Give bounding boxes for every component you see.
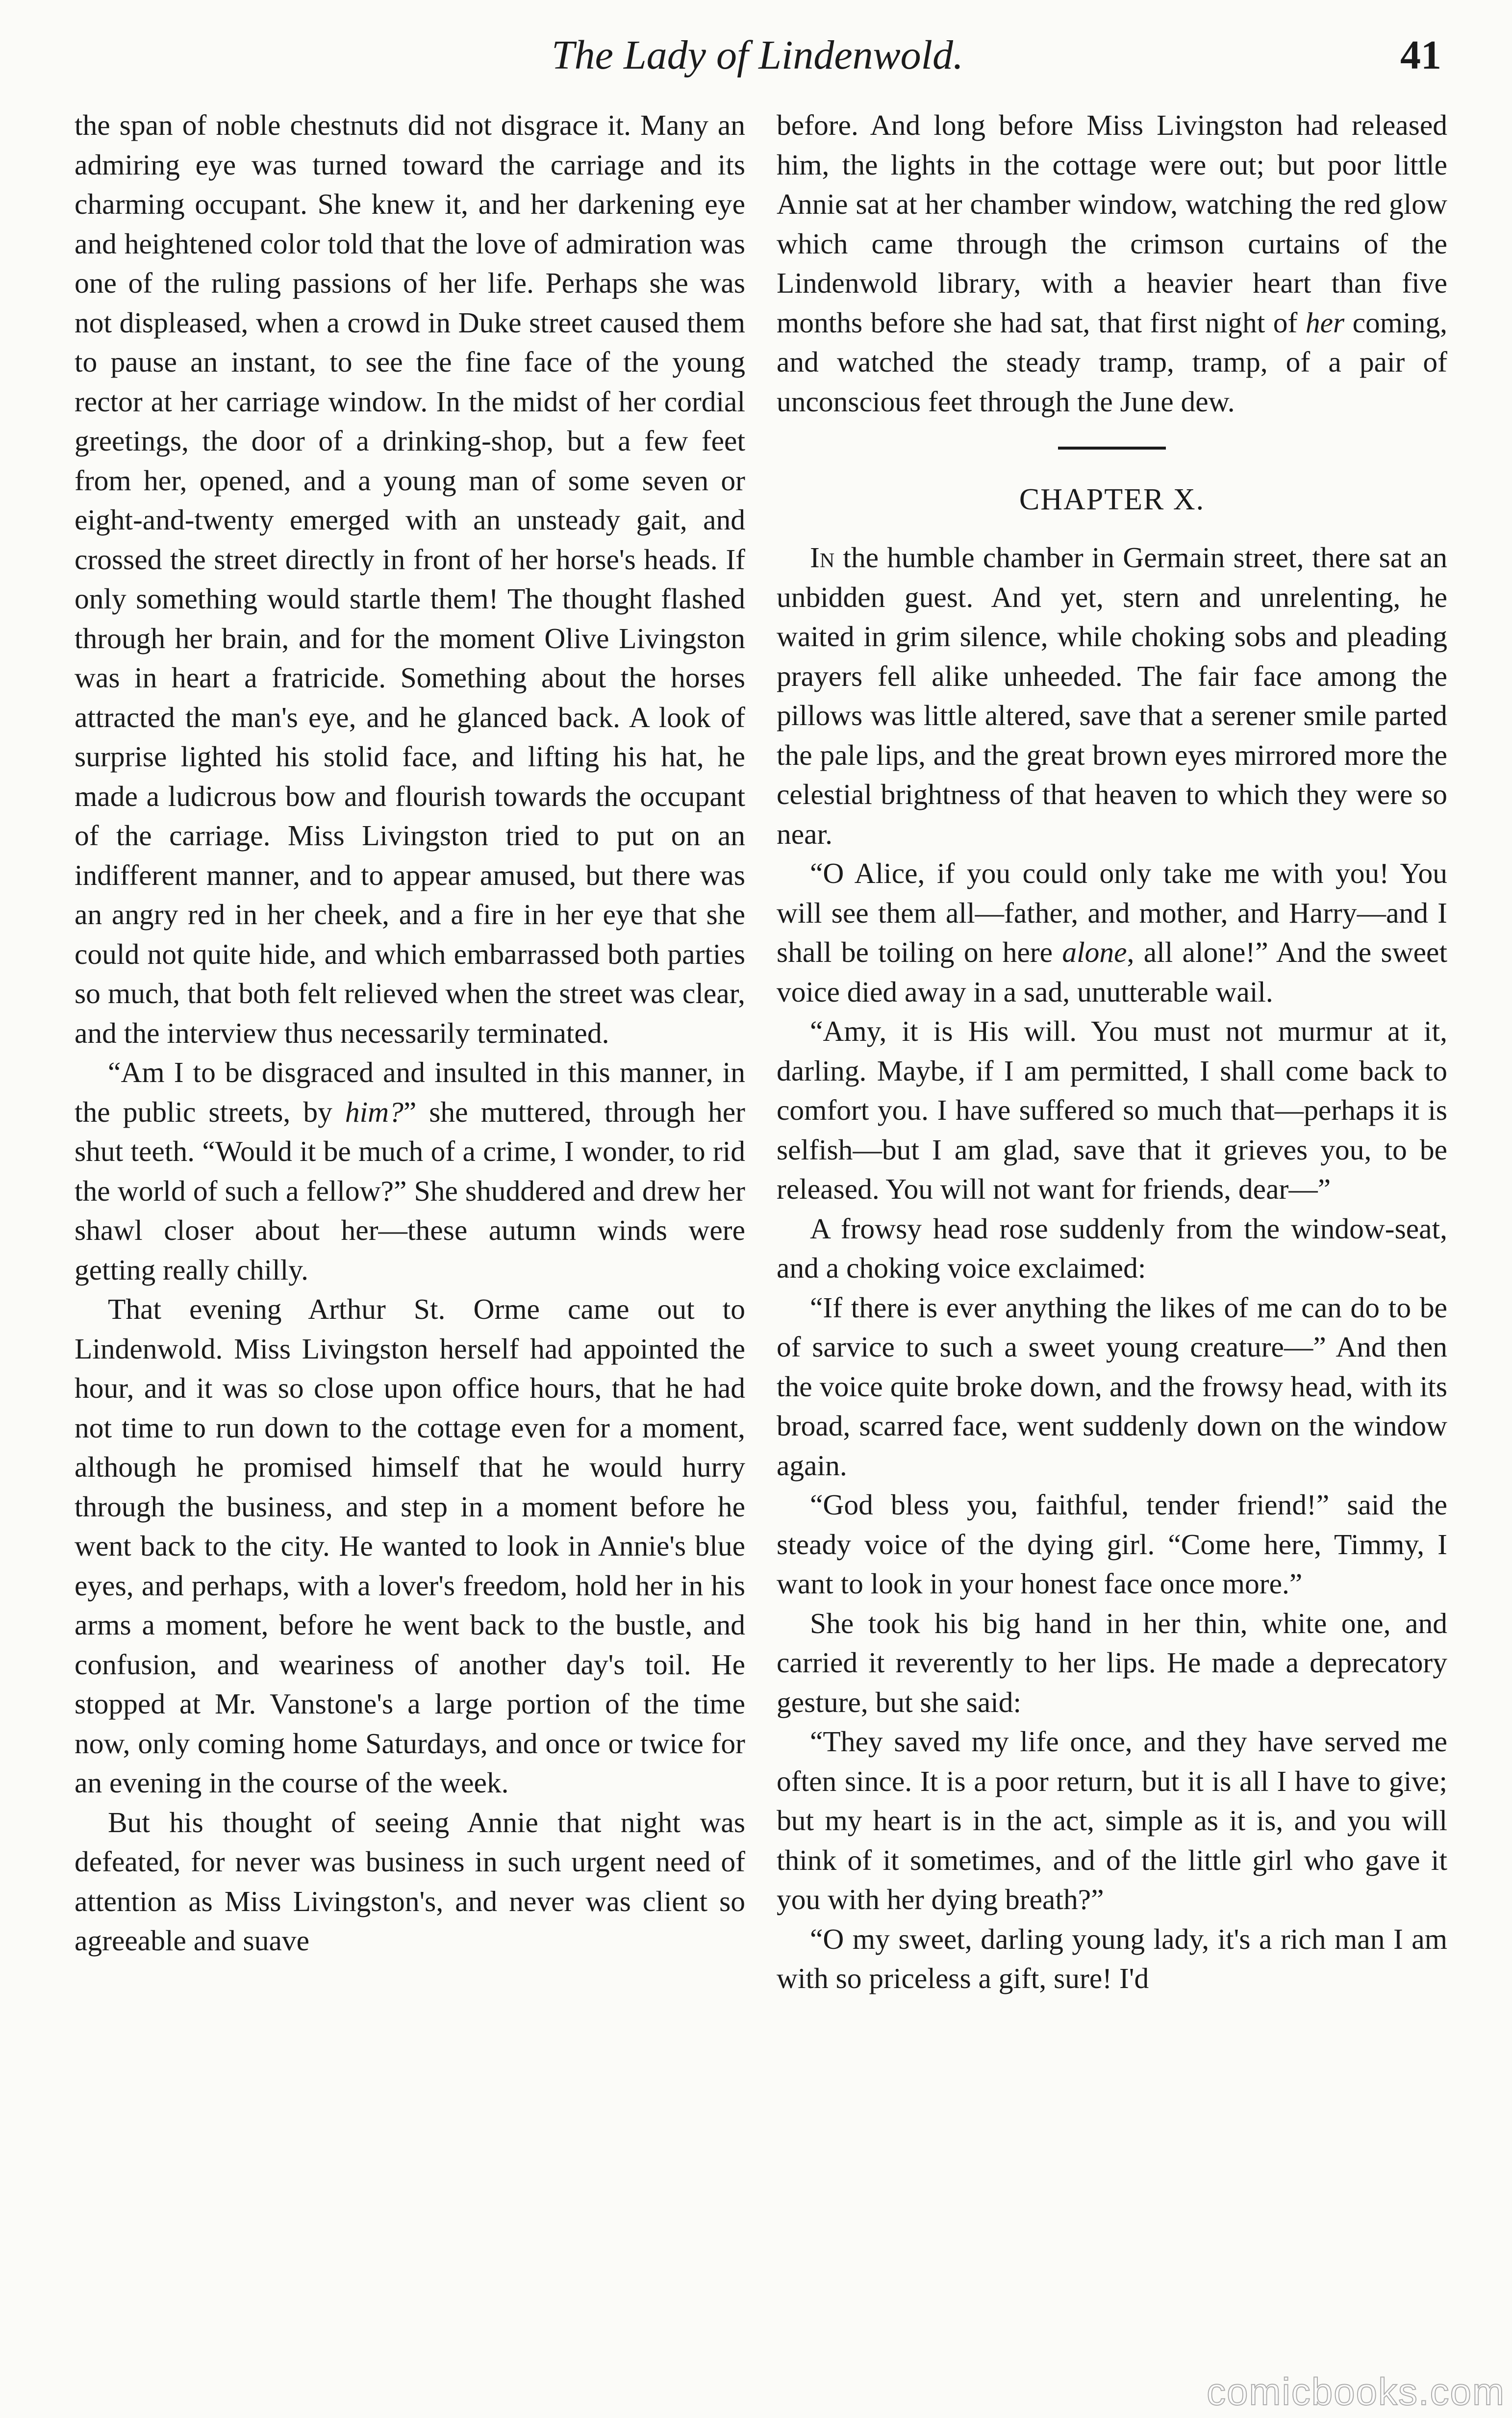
left-paragraph-3: That evening Arthur St. Orme came out to Lindenwold. Miss Livingston herself had appointed the hour, and it was so close upon office hours, that he had not time to run down to the cottage even for a moment, although he promised himself that he would hurry through the business, and step in a moment before he went back to the city. He wanted to look in Annie's blue eyes, and perhaps, with a lover's freedom, hold her in his arms a moment, before he went back to the bustle, and confusion, and weariness of another day's toil. He stopped at Mr. Vanstone's a large portion of the time now, only coming home Saturdays, and once or twice for an evening in the course of the week.: [75, 1293, 745, 1799]
right-paragraph-1-part-b: coming, and watched the steady tramp, tramp, of a pair of unconscious feet through the June dew.: [777, 306, 1447, 418]
right-column: [777, 105, 1447, 1998]
right-paragraph-1-emphasis: her: [1305, 306, 1345, 339]
left-paragraph-2: [75, 1053, 745, 1289]
right-paragraph-5: A frowsy head rose suddenly from the window-seat, and a choking voice exclaimed:: [777, 1212, 1447, 1284]
right-paragraph-2-rest: the humble chamber in Germain street, there sat an unbidden guest. And yet, stern and unrelenting, he waited in grim silence, while choking sobs and pleading prayers fell alike unheeded. The fair face among the pillows was little altered, save that a serener smile parted the pale lips, and the great brown eyes mirrored more the celestial brightness of that heaven to which they were so near.: [777, 541, 1447, 850]
chapter-heading: CHAPTER X.: [1019, 483, 1205, 516]
right-paragraph-8: She took his big hand in her thin, white one, and carried it reverently to her lips. He made a deprecatory gesture, but she said:: [777, 1607, 1447, 1718]
page-number: 41: [1400, 32, 1441, 78]
running-head: [74, 28, 1441, 82]
left-paragraph-1: the span of noble chestnuts did not disgrace it. Many an admiring eye was turned toward the carriage and its charming occupant. She knew it, and her darkening eye and heightened color told that the love of admiration was one of the ruling passions of her life. Perhaps she was not displeased, when a crowd in Duke street caused them to pause an instant, to see the fine face of the young rector at her carriage window. In the midst of her cordial greetings, the door of a drinking-shop, but a few feet from her, opened, and a young man of some seven or eight-and-twenty emerged with an unsteady gait, and crossed the street directly in front of her horse's heads. If only something would startle them! The thought flashed through her brain, and for the moment Olive Livingston was in heart a fratricide. Something about the horses attracted the man's eye, and he glanced back. A look of surprise lighted his stolid face, and lifting his hat, he made a ludicrous bow and flourish towards the occupant of the carriage. Miss Livingston tried to put on an indifferent manner, and to appear amused, but there was an angry red in her cheek, and a fire in her eye that she could not quite hide, and which embarrassed both parties so much, that both felt relieved when the street was clear, and the interview thus necessarily terminated.: [75, 109, 745, 1049]
right-paragraph-4: “Amy, it is His will. You must not murmur at it, darling. Maybe, if I am permitted, I shall come back to comfort you. I have suffered so much that—perhaps it is selfish—but I am glad, save that it grieves you, to be released. You will not want for friends, dear—”: [777, 1015, 1447, 1205]
left-paragraph-2-part-a: “Am I to be disgraced and insulted in this manner, in the public streets, by: [75, 1056, 745, 1128]
left-paragraph-2-emphasis: him?: [345, 1095, 403, 1128]
section-divider: [1058, 447, 1166, 450]
right-paragraph-10: “O my sweet, darling young lady, it's a rich man I am with so priceless a gift, sure! I'd: [777, 1922, 1447, 1994]
running-title: The Lady of Lindenwold.: [551, 32, 964, 78]
right-paragraph-3-emphasis: alone: [1062, 936, 1127, 968]
right-paragraph-3-part-b: , all alone!” And the sweet voice died away in a sad, unutterable wail.: [777, 936, 1447, 1008]
left-column: [75, 105, 745, 1961]
left-paragraph-2-part-b: ” she muttered, through her shut teeth. “Would it be much of a crime, I wonder, to rid the world of such a fellow?” She shuddered and drew her shawl closer about her—these autumn winds were getting really chilly.: [75, 1095, 745, 1286]
right-paragraph-1: [777, 105, 1447, 421]
right-paragraph-1-part-a: before. And long before Miss Livingston had released him, the lights in the cottage were out; but poor little Annie sat at her chamber window, watching the red glow which came through the crimson curtains of the Lindenwold library, with a heavier heart than five months before she had sat, that first night of: [777, 109, 1447, 339]
right-paragraph-2: [777, 538, 1447, 854]
right-paragraph-7: “God bless you, faithful, tender friend!” said the steady voice of the dying girl. “Come here, Timmy, I want to look in your honest face once more.”: [777, 1488, 1447, 1600]
left-paragraph-4: But his thought of seeing Annie that night was defeated, for never was business in such urgent need of attention as Miss Livingston's, and never was client so agreeable and suave: [75, 1806, 745, 1957]
watermark: comicbooks.com: [1207, 2370, 1505, 2413]
right-paragraph-3: [777, 854, 1447, 1011]
right-paragraph-6: “If there is ever anything the likes of me can do to be of sarvice to such a sweet young creature—” And then the voice quite broke down, and the frowsy head, with its broad, scarred face, went suddenly down on the window again.: [777, 1291, 1447, 1482]
right-paragraph-9: “They saved my life once, and they have served me often since. It is a poor return, but it is all I have to give; but my heart is in the act, simple as it is, and you will think of it sometimes, and of the little girl who gave it you with her dying breath?”: [777, 1725, 1447, 1915]
right-paragraph-3-part-a: “O Alice, if you could only take me with you! You will see them all—father, and mother, and Harry—and I shall be toiling on here: [777, 857, 1447, 968]
chapter-lead-word: In: [810, 541, 835, 574]
